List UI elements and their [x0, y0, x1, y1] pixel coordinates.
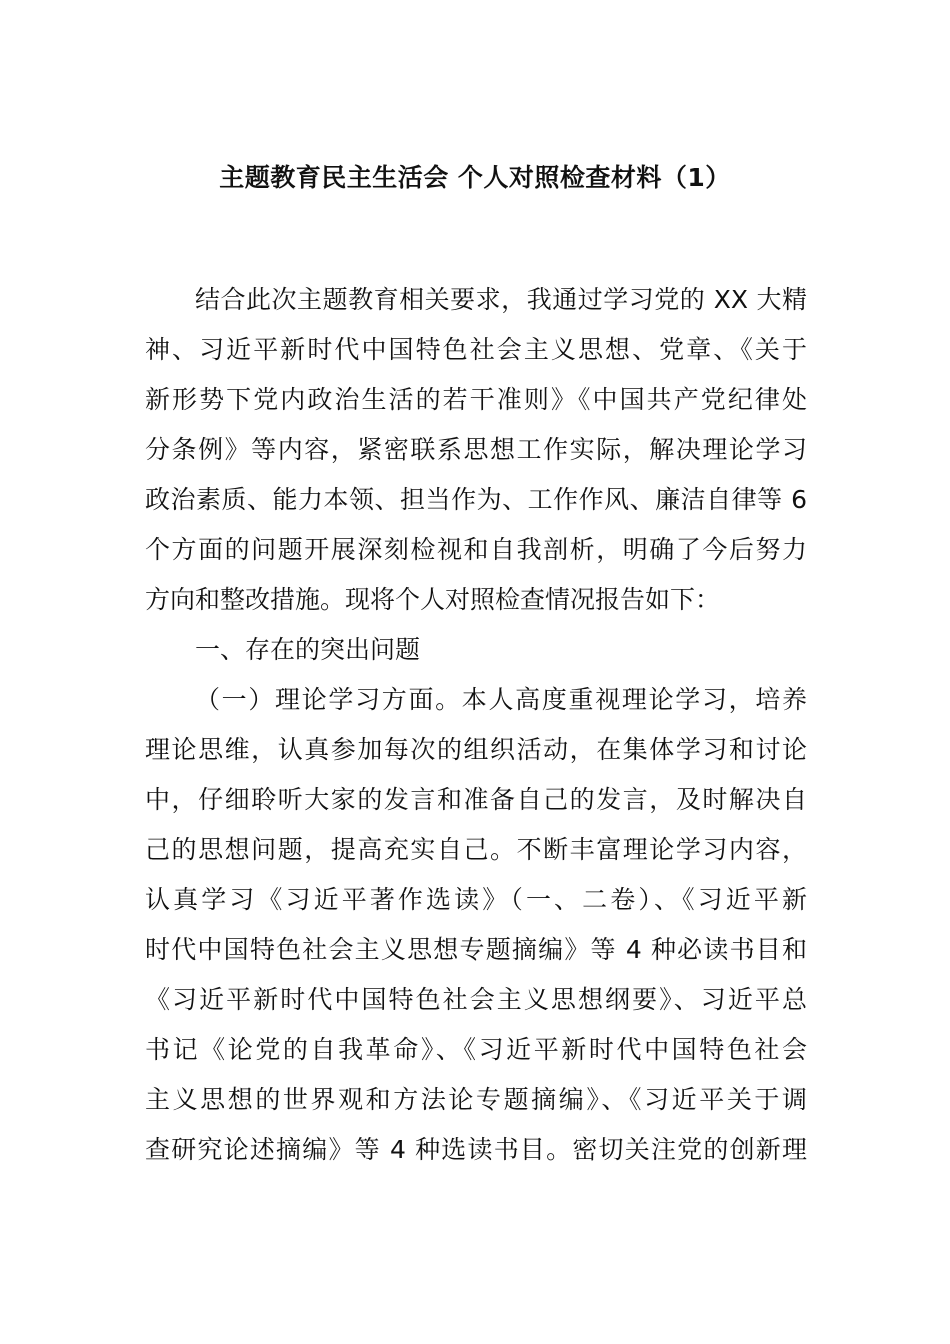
paragraph-line-5: 政治素质、能力本领、担当作为、工作作风、廉洁自律等 6 [145, 485, 807, 514]
paragraph-line-10: 理论思维，认真参加每次的组织活动，在集体学习和讨论 [145, 735, 807, 764]
document-title: 主题教育民主生活会 个人对照检查材料（1） [219, 163, 731, 192]
paragraph-line-6: 个方面的问题开展深刻检视和自我剖析，明确了今后努力 [145, 535, 807, 564]
paragraph-line-16: 书记《论党的自我革命》、《习近平新时代中国特色社会 [145, 1035, 807, 1064]
paragraph-line-17: 主义思想的世界观和方法论专题摘编》、《习近平关于调 [145, 1085, 807, 1114]
paragraph-line-13: 认真学习《习近平著作选读》（一、二卷）、《习近平新 [145, 885, 807, 914]
paragraph-line-11: 中，仔细聆听大家的发言和准备自己的发言，及时解决自 [145, 785, 807, 814]
paragraph-line-18: 查研究论述摘编》等 4 种选读书目。密切关注党的创新理 [145, 1135, 807, 1164]
paragraph-line-1: 结合此次主题教育相关要求，我通过学习党的 XX 大精 [195, 285, 807, 314]
paragraph-line-3: 新形势下党内政治生活的若干准则》《中国共产党纪律处 [145, 385, 807, 414]
paragraph-line-12: 己的思想问题，提高充实自己。不断丰富理论学习内容， [145, 835, 807, 864]
paragraph-line-4: 分条例》等内容，紧密联系思想工作实际，解决理论学习 [145, 435, 807, 464]
paragraph-line-7: 方向和整改措施。现将个人对照检查情况报告如下： [145, 585, 721, 614]
paragraph-line-9: （一）理论学习方面。本人高度重视理论学习，培养 [195, 685, 807, 714]
paragraph-line-15: 《习近平新时代中国特色社会主义思想纲要》、习近平总 [145, 985, 807, 1014]
paragraph-line-2: 神、习近平新时代中国特色社会主义思想、党章、《关于 [145, 335, 807, 364]
section-heading: 一、存在的突出问题 [195, 635, 421, 664]
paragraph-line-14: 时代中国特色社会主义思想专题摘编》等 4 种必读书目和 [145, 935, 807, 964]
